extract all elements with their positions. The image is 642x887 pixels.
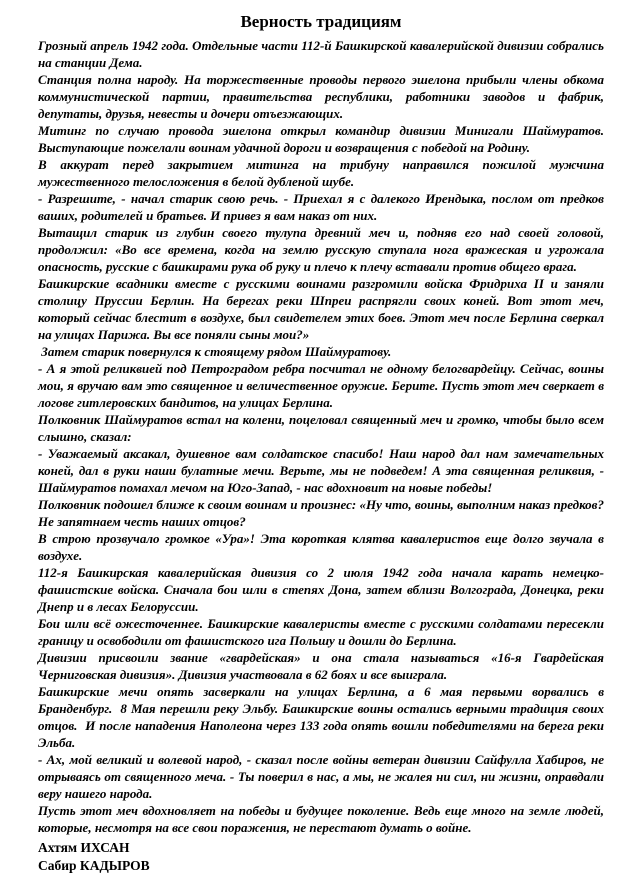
paragraph: - Разрешите, - начал старик свою речь. - Приехал я с далекого Ирендыка, послом от предков ваших, родителей и братьев. И привез я вам наказ от них. xyxy=(38,191,608,223)
paragraph: Полковник Шаймуратов встал на колени, поцеловал священный меч и громко, чтобы было всем слышно, сказал: xyxy=(38,412,608,444)
paragraph: Затем старик повернулся к стоящему рядом Шаймуратову. xyxy=(38,344,392,359)
document-body xyxy=(38,37,608,836)
paragraph: Грозный апрель 1942 года. Отдельные части 112-й Башкирской кавалерийской дивизии собрались на станции Дема. xyxy=(38,38,608,70)
paragraph: - А я этой реликвией под Петроградом ребра посчитал не одному белогвардейцу. Сейчас, воины мои, я вручаю вам это священное и величественное оружие. Берите. Пусть этот меч сверкает в логове гитлеровских бандитов, на улицах Берлина. xyxy=(38,361,608,410)
paragraph: В аккурат перед закрытием митинга на трибуну направился пожилой мужчина мужественного телосложения в белой дубленой шубе. xyxy=(38,157,608,189)
paragraph: Бои шли всё ожесточеннее. Башкирские кавалеристы вместе с русскими солдатами пересекли границу и освободили от фашистского ига Польшу и дошли до Берлина. xyxy=(38,616,608,648)
document-signatures xyxy=(38,839,604,875)
paragraph: Дивизии присвоили звание «гвардейская» и она стала называться «16-я Гвардейская Черниговская дивизия». Дивизия участвовала в 62 боях и все выиграла. xyxy=(38,650,608,682)
paragraph: Башкирские всадники вместе с русскими воинами разгромили войска Фридриха II и заняли столицу Пруссии Берлин. На берегах реки Шпреи распрягли своих коней. Вот этот меч, который сейчас блестит в воздухе, был свидетелем этих боев. Этот меч после Берлина сверкал на улицах Парижа. Вы все поняли сыны мои?» xyxy=(38,276,608,342)
paragraph: Полковник подошел ближе к своим воинам и произнес: «Ну что, воины, выполним наказ предков? Не запятнаем честь наших отцов? xyxy=(38,497,608,529)
paragraph: Митинг по случаю провода эшелона открыл командир дивизии Минигали Шаймуратов. Выступающие пожелали воинам удачной дороги и возвращения с победой на Родину. xyxy=(38,123,608,155)
paragraph: Вытащил старик из глубин своего тулупа древний меч и, подняв его над своей головой, продолжил: «Во все времена, когда на землю русскую ступала нога вражеская и угрожала опасность, русские с башкирами рука об руку и плечо к плечу вставали против общего врага. xyxy=(38,225,608,274)
paragraph: Пусть этот меч вдохновляет на победы и будущее поколение. Ведь еще много на земле людей, которые, несмотря на все свои поражения, не перестают думать о войне. xyxy=(38,803,608,835)
document-title: Верность традициям xyxy=(240,12,402,31)
paragraph: - Уважаемый аксакал, душевное вам солдатское спасибо! Наш народ дал нам замечательных коней, дал в руки наши булатные мечи. Верьте, мы не подведем! А эта священная реликвия, - Шаймуратов помахал мечом на Юго-Запад, - нас вдохновит на новые победы! xyxy=(38,446,608,495)
paragraph: 112-я Башкирская кавалерийская дивизия со 2 июля 1942 года начала карать немецко-фашистские войска. Сначала бои шли в степях Дона, затем вблизи Волгограда, Донецка, реки Днепр и в лесах Белоруссии. xyxy=(38,565,608,614)
paragraph: Башкирские мечи опять засверкали на улицах Берлина, а 6 мая первыми ворвались в Бранденбург. 8 Мая перешли реку Эльбу. Башкирские воины остались верными традиция своих отцов. И после нападения Наполеона через 133 года опять вошли победителями на берега реки Эльба. xyxy=(38,684,608,750)
paragraph: Станция полна народу. На торжественные проводы первого эшелона прибыли члены обкома коммунистической партии, правительства республики, работники заводов и фабрик, депутаты, друзья, невесты и дочери отъезжающих. xyxy=(38,72,608,121)
paragraph: - Ах, мой великий и волевой народ, - сказал после войны ветеран дивизии Сайфулла Хабиров, не отрываясь от священного меча. - Ты поверил в нас, а мы, не жалея ни сил, ни жизни, оправдали веру нашего народа. xyxy=(38,752,608,801)
signature-author: Ахтям ИХСАН xyxy=(38,840,130,855)
paragraph: В строю прозвучало громкое «Ура»! Эта короткая клятва кавалеристов еще долго звучала в воздухе. xyxy=(38,531,608,563)
signature-author: Сабир КАДЫРОВ xyxy=(38,858,150,873)
